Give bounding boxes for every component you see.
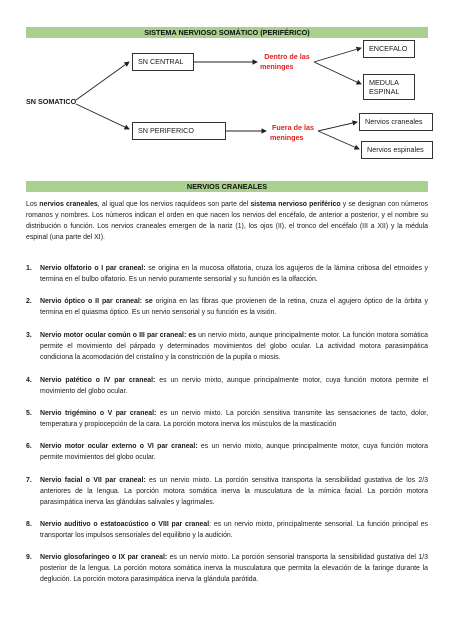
nerve-description: : es un nervio mixto, principalmente sensorial. La función principal es transportar los impulsos sensoriales del equilibrio y la audición.	[40, 521, 428, 539]
sn-periferico-label: SN PERIFERICO	[138, 126, 194, 135]
peripheral-meninges-note	[264, 123, 322, 142]
central-note-line-2: meninges	[260, 61, 294, 71]
nerve-description: origina en las fibras que provienen de la retina, cruza el agujero óptico de la órbita y termina en el quiasma óptico. Es un nervio sensorial y su función es la visión.	[40, 298, 428, 316]
nerve-name: Nervio glosofaríngeo o IX par craneal:	[40, 554, 168, 561]
section-bar: NERVIOS CRANEALES	[26, 181, 428, 192]
nerve-name: Nervio auditivo o estatoacústico o VIII par craneal	[40, 521, 210, 528]
nerve-description: es un nervio mixto, aunque principalmente motor, cuya función motora permite movimientos del globo ocular.	[40, 443, 429, 461]
intro-bold-2: sistema nervioso periférico	[250, 201, 341, 208]
list-item	[26, 552, 428, 585]
encefalo-box	[363, 40, 415, 58]
nerve-name: Nervio óptico o II par craneal: se	[40, 298, 153, 305]
central-meninges-note	[258, 52, 316, 71]
list-item	[26, 441, 428, 463]
arrow-to-craneales	[318, 122, 357, 131]
nerve-description: un nervio mixto, aunque principalmente motor. La función motora somática permite el movimiento del párpado y determinados movimientos del globo ocular. La actividad motora parasimpática condiciona la acomodación del cristalino y la constricción de la pupila o miosis.	[40, 332, 428, 361]
sn-central-label: SN CENTRAL	[138, 57, 184, 66]
sn-periferico-box	[132, 122, 226, 140]
item-number: 4.	[26, 377, 32, 384]
encefalo-label: ENCEFALO	[369, 44, 408, 53]
nervios-espinales-label: Nervios espinales	[367, 145, 424, 154]
nervios-craneales-label: Nervios craneales	[365, 117, 423, 126]
intro-text-2: , al igual que los nervios raquídeos son parte del	[97, 201, 251, 208]
intro-paragraph	[26, 199, 428, 243]
nerve-description: es un nervio mixto. La porción sensitiva transmite las sensaciones de tacto, dolor, temperatura y propiocepción de la cara. La porción motora inerva los músculos de la masticación	[40, 410, 428, 428]
list-item	[26, 519, 428, 541]
nervios-craneales-box	[359, 113, 433, 131]
central-note-line-1: Dentro de las	[264, 52, 310, 61]
item-number: 3.	[26, 332, 32, 339]
intro-text-3: y se designan con números romanos y nombres. Los números indican el orden en que nacen los nervios del encéfalo, de anterior a posterior, y el nombre su distribución o función. Los nervios craneales emergen de la nariz (1), los ojos (II), el tronco del encéfalo (III a XII) y la médula espinal (una parte del XI).	[26, 201, 428, 241]
list-item	[26, 408, 428, 430]
title-bar: SISTEMA NERVIOSO SOMÁTICO (PERIFÉRICO)	[26, 27, 428, 38]
arrow-to-medula	[314, 62, 361, 84]
list-item	[26, 296, 428, 318]
item-number: 6.	[26, 443, 32, 450]
nerve-description: es un nervio mixto. La porción sensorial transporta la sensibilidad gustativa del 1/3 posterior de la lengua. La porción motora somática inerva la musculatura que permita la elevación de la faringe durante la deglución. La porción motora parasimpática inerva la glándula parótida.	[40, 554, 428, 583]
item-number: 5.	[26, 410, 32, 417]
medula-label-line-2: ESPINAL	[369, 87, 400, 96]
item-number: 1.	[26, 265, 32, 272]
arrow-root-peripheral	[76, 104, 129, 129]
nervios-espinales-box	[361, 141, 433, 159]
nerve-name: Nervio patético o IV par craneal:	[40, 377, 156, 384]
sn-central-box	[132, 53, 194, 71]
nerve-description: es un nervio mixto. La porción sensitiva transporta la sensibilidad gustativa de los 2/3 anteriores de la lengua. La porción motora somática inerva la musculatura de la mímica facial. La porción motora parasimpática inerva las glándulas salivales y lagrimales.	[40, 477, 428, 506]
arrow-to-encefalo	[314, 48, 361, 62]
arrow-root-central	[76, 62, 129, 100]
intro-bold-1: nervios craneales	[39, 201, 98, 208]
peripheral-note-line-1: Fuera de las	[272, 123, 314, 132]
nerve-name: Nervio olfatorio o I par craneal:	[40, 265, 146, 272]
item-number: 8.	[26, 521, 32, 528]
nerve-name: Nervio facial o VII par craneal:	[40, 477, 146, 484]
item-number: 2.	[26, 298, 32, 305]
nerve-description: se origina en la mucosa olfatoria, cruza los agujeros de la lámina cribosa del etmoides y termina en el bulbo olfatorio. Es un nervio puramente sensorial y su función es la olfacción.	[40, 265, 428, 283]
item-number: 7.	[26, 477, 32, 484]
list-item	[26, 330, 428, 363]
arrow-to-espinales	[318, 131, 359, 149]
medula-espinal-box	[363, 74, 415, 100]
sn-somatico-label: SN SOMATICO	[26, 97, 77, 106]
list-item	[26, 375, 428, 397]
intro-text-1: Los	[26, 201, 40, 208]
peripheral-note-line-2: meninges	[270, 132, 304, 142]
medula-label-line-1: MEDULA	[369, 78, 399, 87]
item-number: 9.	[26, 554, 32, 561]
nerve-name: Nervio motor ocular externo o VI par craneal:	[40, 443, 198, 450]
nerve-name: Nervio trigémino o V par craneal:	[40, 410, 157, 417]
nerve-description: es un nervio mixto, aunque principalmente motor, cuya función motora permite el movimiento del globo ocular.	[40, 377, 428, 395]
list-item	[26, 263, 428, 285]
list-item	[26, 475, 428, 508]
nerve-name: Nervio motor ocular común o III par craneal: es	[40, 332, 197, 339]
